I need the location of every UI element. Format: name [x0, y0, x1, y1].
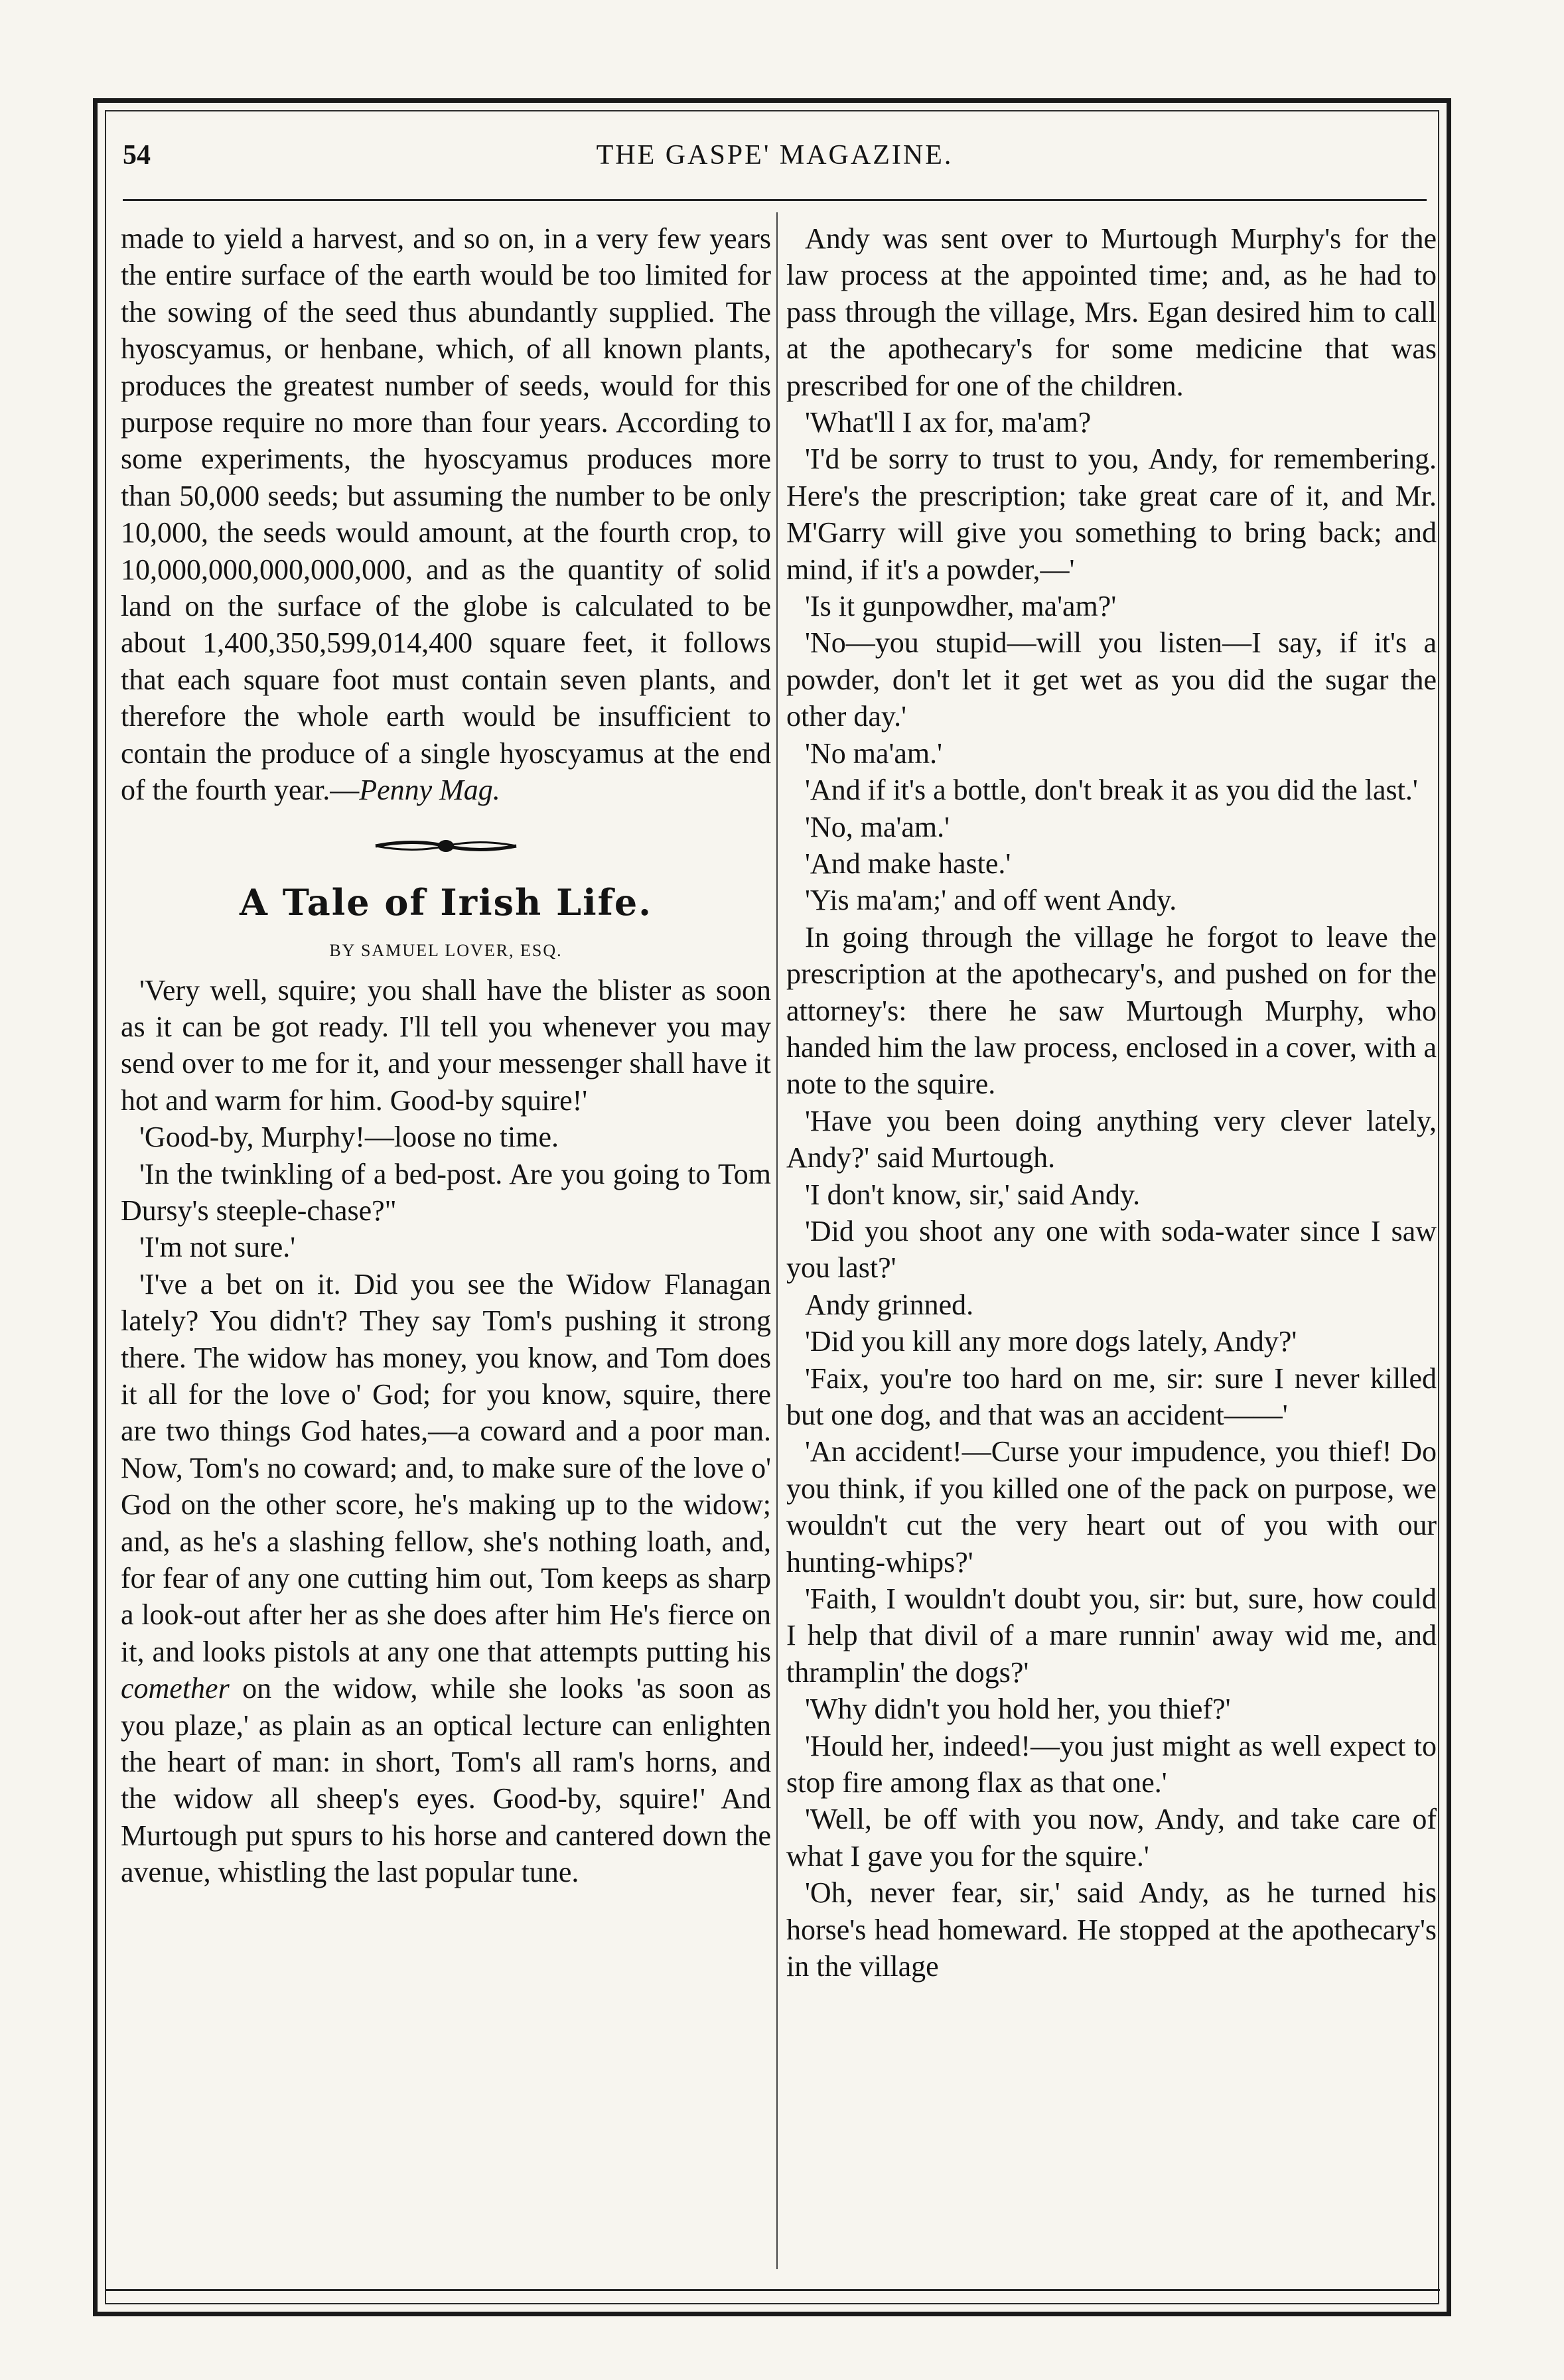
story-paragraph: 'Very well, squire; you shall have the blister as soon as it can be got ready. I'll tell you whenever you may send over to me for it, and your messenger shall have it hot and warm for him. Good-by squire!': [121, 973, 771, 1117]
story-paragraph: 'Is it gunpowdher, ma'am?': [805, 590, 1117, 623]
story-paragraph: 'I don't know, sir,' said Andy.: [805, 1178, 1141, 1211]
source-credit: Penny Mag.: [359, 774, 500, 807]
story-paragraph: 'Did you shoot any one with soda-water since I saw you last?': [786, 1214, 1437, 1285]
story-paragraph: 'And if it's a bottle, don't break it as you did the last.': [805, 774, 1418, 807]
story-paragraph: 'No ma'am.': [805, 736, 943, 770]
story-paragraph: 'An accident!—Curse your impudence, you thief! Do you think, if you killed one of the pack on purpose, we wouldn't cut the very heart out of you with our hunting-whips?': [786, 1435, 1437, 1578]
column-divider: [776, 212, 778, 2269]
continued-article: [121, 220, 771, 809]
story-paragraph: 'Why didn't you hold her, you thief?': [805, 1693, 1231, 1726]
left-column: [121, 220, 771, 1891]
story-paragraph: 'I'd be sorry to trust to you, Andy, for remembering. Here's the prescription; take great care of it, and Mr. M'Garry will give you something to bring back; and mind, if it's a powder,—': [786, 443, 1437, 586]
story-paragraph: 'Yis ma'am;' and off went Andy.: [805, 884, 1177, 917]
ornament-icon: [373, 836, 519, 856]
continued-article-text: made to yield a harvest, and so on, in a very few years the entire surface of the earth would be too limited for the sowing of the seed thus abundantly supplied. The hyoscyamus, or henbane, which, of all known plants, produces the greatest number of seeds, would for this purpose require no more than four years. According to some experiments, the hyoscyamus produces more than 50,000 seeds; but assuming the number to be only 10,000, the seeds would amount, at the fourth crop, to 10,000,000,000,000,000, and as the quantity of solid land on the surface of the globe is calculated to be about 1,400,350,599,014,400 square feet, it follows that each square foot must contain seven plants, and therefore the whole earth would be insufficient to contain the produce of a single hyoscyamus at the end of the fourth year.—: [121, 222, 771, 807]
story-paragraph-long: [121, 1266, 771, 1891]
page-header: [123, 131, 1427, 191]
story-paragraph-tail: on the widow, while she looks 'as soon as you plaze,' as plain as an optical lecture can enlighten the heart of man: in short, Tom's all ram's horns, and the widow all sheep's eyes. Good-by, squire!' And Murtough put spurs to his horse and cantered down the avenue, whistling the last popular tune.: [121, 1672, 772, 1889]
story-byline: BY SAMUEL LOVER, ESQ.: [329, 940, 563, 960]
running-title: THE GASPE' MAGAZINE.: [596, 140, 954, 171]
story-paragraph: In going through the village he forgot to leave the prescription at the apothecary's, and pushed on for the attorney's: there he saw Murtough Murphy, who handed him the law process, enclosed in a cover, with a note to the squire.: [786, 920, 1437, 1101]
header-rule: [123, 199, 1427, 201]
story-paragraph-text: 'I've a bet on it. Did you see the Widow Flanagan lately? You didn't? They say Tom's pushing it strong there. The widow has money, you know, and Tom does it all for the love o' God; for you know, squire, there are two things God hates,—a coward and a poor man. Now, Tom's no coward; and, to make sure of the love o' God on the other score, he's making up to the widow; and, as he's a slashing fellow, she's nothing loath, and, for fear of any one cutting him out, Tom keeps as sharp a look-out after her as she does after him He's fierce on it, and looks pistols at any one that attempts putting his: [121, 1267, 771, 1668]
story-paragraph: Andy grinned.: [805, 1288, 974, 1321]
story-paragraph: 'Hould her, indeed!—you just might as well expect to stop fire among flax as that one.': [786, 1729, 1437, 1799]
story-paragraph: 'Oh, never fear, sir,' said Andy, as he turned his horse's head homeward. He stopped at the apothecary's in the village: [786, 1876, 1437, 1983]
story-paragraph: Andy was sent over to Murtough Murphy's for the law process at the appointed time; and, as he had to pass through the village, Mrs. Egan desired him to call at the apothecary's for some medicine that was prescribed for one of the children.: [786, 222, 1437, 402]
story-title: A Tale of Irish Life.: [240, 880, 652, 924]
page-number: 54: [123, 140, 151, 171]
footer-rule: [106, 2289, 1440, 2291]
story-paragraph: 'Well, be off with you now, Andy, and take care of what I gave you for the squire.': [786, 1803, 1437, 1872]
story-paragraph: 'What'll I ax for, ma'am?: [805, 406, 1092, 439]
story-paragraph: 'Faix, you're too hard on me, sir: sure I never killed but one dog, and that was an accident——': [786, 1362, 1437, 1431]
story-paragraph: 'No, ma'am.': [805, 810, 950, 843]
story-paragraph: 'Have you been doing anything very clever lately, Andy?' said Murtough.: [786, 1104, 1437, 1174]
story-paragraph: 'And make haste.': [805, 847, 1011, 880]
story-paragraph: 'Good-by, Murphy!—loose no time.: [139, 1121, 559, 1154]
story-paragraph: 'Faith, I wouldn't doubt you, sir: but, sure, how could I help that divil of a mare runnin' away wid me, and thramplin' the dogs?': [786, 1582, 1437, 1689]
italic-word: comether: [121, 1672, 230, 1705]
right-column: [786, 220, 1437, 1985]
story-paragraph: 'I'm not sure.': [139, 1231, 296, 1264]
story-paragraph: 'No—you stupid—will you listen—I say, if it's a powder, don't let it get wet as you did the sugar the other day.': [786, 626, 1437, 733]
story-paragraph: 'In the twinkling of a bed-post. Are you going to Tom Dursy's steeple-chase?": [121, 1157, 771, 1227]
ornamental-divider: [121, 822, 771, 870]
story-paragraph: 'Did you kill any more dogs lately, Andy?': [805, 1325, 1297, 1358]
